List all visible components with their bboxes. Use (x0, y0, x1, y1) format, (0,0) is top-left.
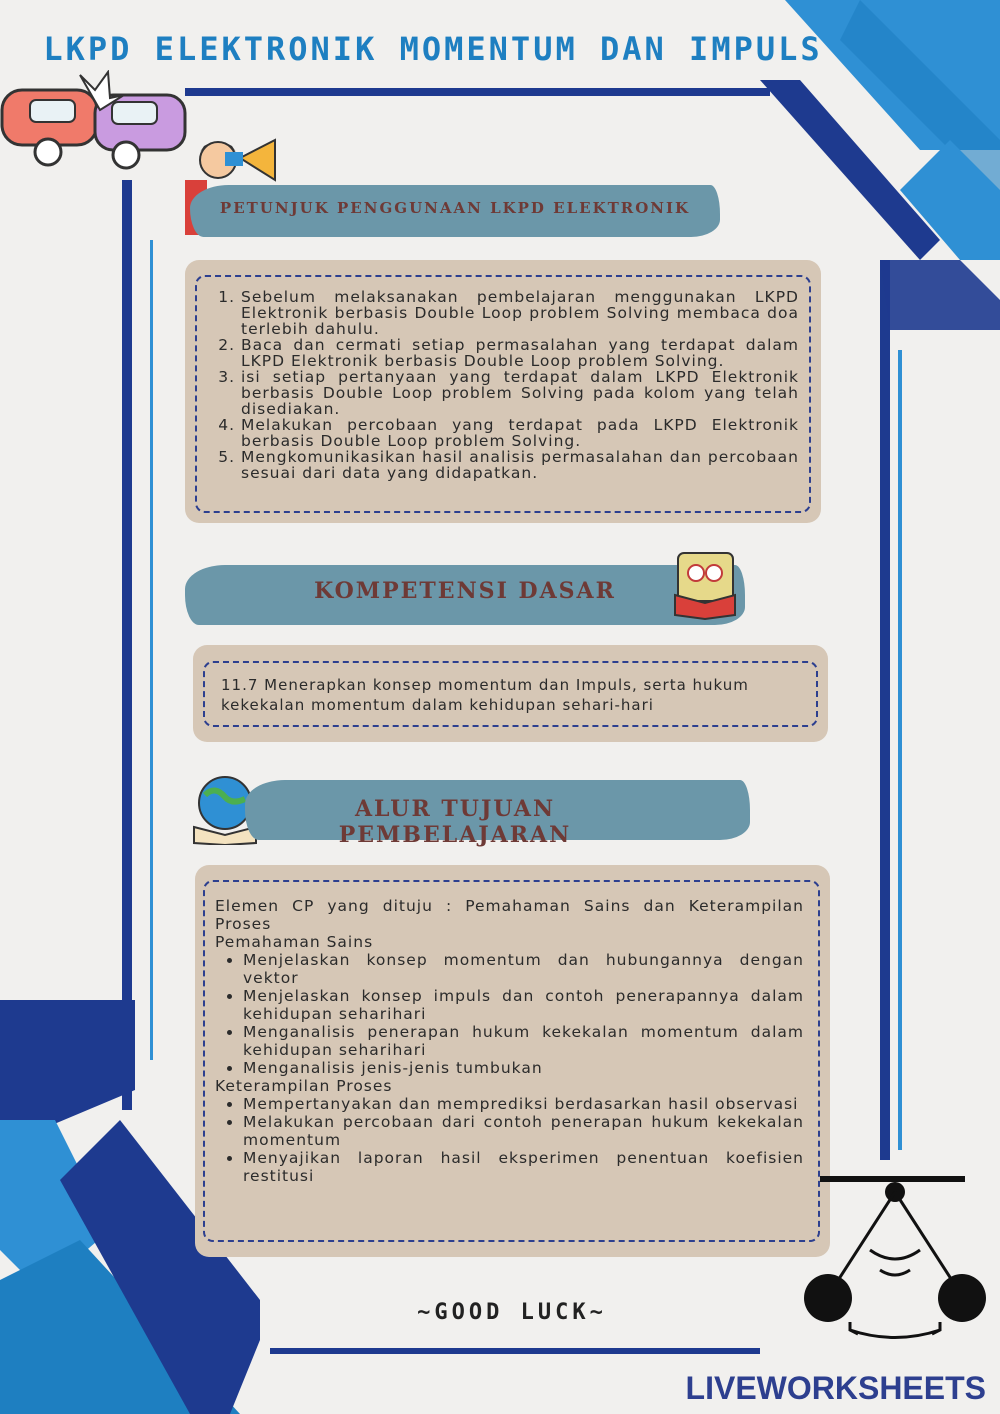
panel-petunjuk (185, 260, 821, 523)
heading-kd: KOMPETENSI DASAR (314, 578, 616, 604)
logo-label: LIVEWORKSHEETS (685, 1370, 986, 1406)
liveworksheets-logo (686, 1370, 986, 1407)
element-cp-line: Elemen CP yang dituju : Pemahaman Sains dan Keterampilan Proses (215, 897, 804, 933)
page-title: LKPD ELEKTRONIK MOMENTUM DAN IMPULS (43, 30, 823, 68)
reading-book-character-icon (670, 545, 750, 620)
group-title-keterampilan: Keterampilan Proses (215, 1077, 393, 1095)
pemahaman-list (215, 951, 804, 1077)
list-item: • Melakukan percobaan dari contoh penerapan hukum kekekalan momentum (243, 1113, 804, 1149)
list-item: • Menjelaskan konsep momentum dan hubungannya dengan vektor (243, 951, 804, 987)
list-item: • Mempertanyakan dan memprediksi berdasarkan hasil observasi (243, 1095, 804, 1113)
petunjuk-steps (207, 289, 799, 481)
heading-petunjuk: PETUNJUK PENGGUNAAN LKPD ELEKTRONIK (219, 199, 691, 217)
heading-atp: ALUR TUJUAN PEMBELAJARAN (338, 796, 572, 848)
closing-text: ~GOOD LUCK~ (417, 1300, 607, 1325)
list-item: 5. Mengkomunikasikan hasil analisis permasalahan dan percobaan sesuai dari data yang didapatkan. (241, 449, 799, 481)
panel-kd (193, 645, 828, 742)
list-item: • Menjelaskan konsep impuls dan contoh penerapannya dalam kehidupan seharihari (243, 987, 804, 1023)
list-item: • Menganalisis penerapan hukum kekekalan momentum dalam kehidupan seharihari (243, 1023, 804, 1059)
kd-box (203, 661, 818, 727)
list-item: • Menyajikan laporan hasil eksperimen penentuan koefisien restitusi (243, 1149, 804, 1185)
list-item: 1. Sebelum melaksanakan pembelajaran menggunakan LKPD Elektronik berbasis Double Loop problem Solving membaca doa terlebih dahulu. (241, 289, 799, 337)
panel-atp (195, 865, 830, 1257)
car-crash-illustration (0, 70, 200, 180)
list-item: 3. isi setiap pertanyaan yang terdapat dalam LKPD Elektronik berbasis Double Loop problem Solving pada kolom yang telah disediakan. (241, 369, 799, 417)
list-item: • Menganalisis jenis-jenis tumbukan (243, 1059, 804, 1077)
petunjuk-box (195, 275, 811, 513)
keterampilan-list (215, 1095, 804, 1185)
kd-text: 11.7 Menerapkan konsep momentum dan Impuls, serta hukum kekekalan momentum dalam kehidupan sehari-hari (221, 676, 749, 714)
group-title-pemahaman: Pemahaman Sains (215, 933, 374, 951)
list-item: 2. Baca dan cermati setiap permasalahan yang terdapat dalam LKPD Elektronik berbasis Double Loop problem Solving. (241, 337, 799, 369)
atp-box (203, 880, 820, 1242)
list-item: 4. Melakukan percobaan yang terdapat pada LKPD Elektronik berbasis Double Loop problem Solving. (241, 417, 799, 449)
